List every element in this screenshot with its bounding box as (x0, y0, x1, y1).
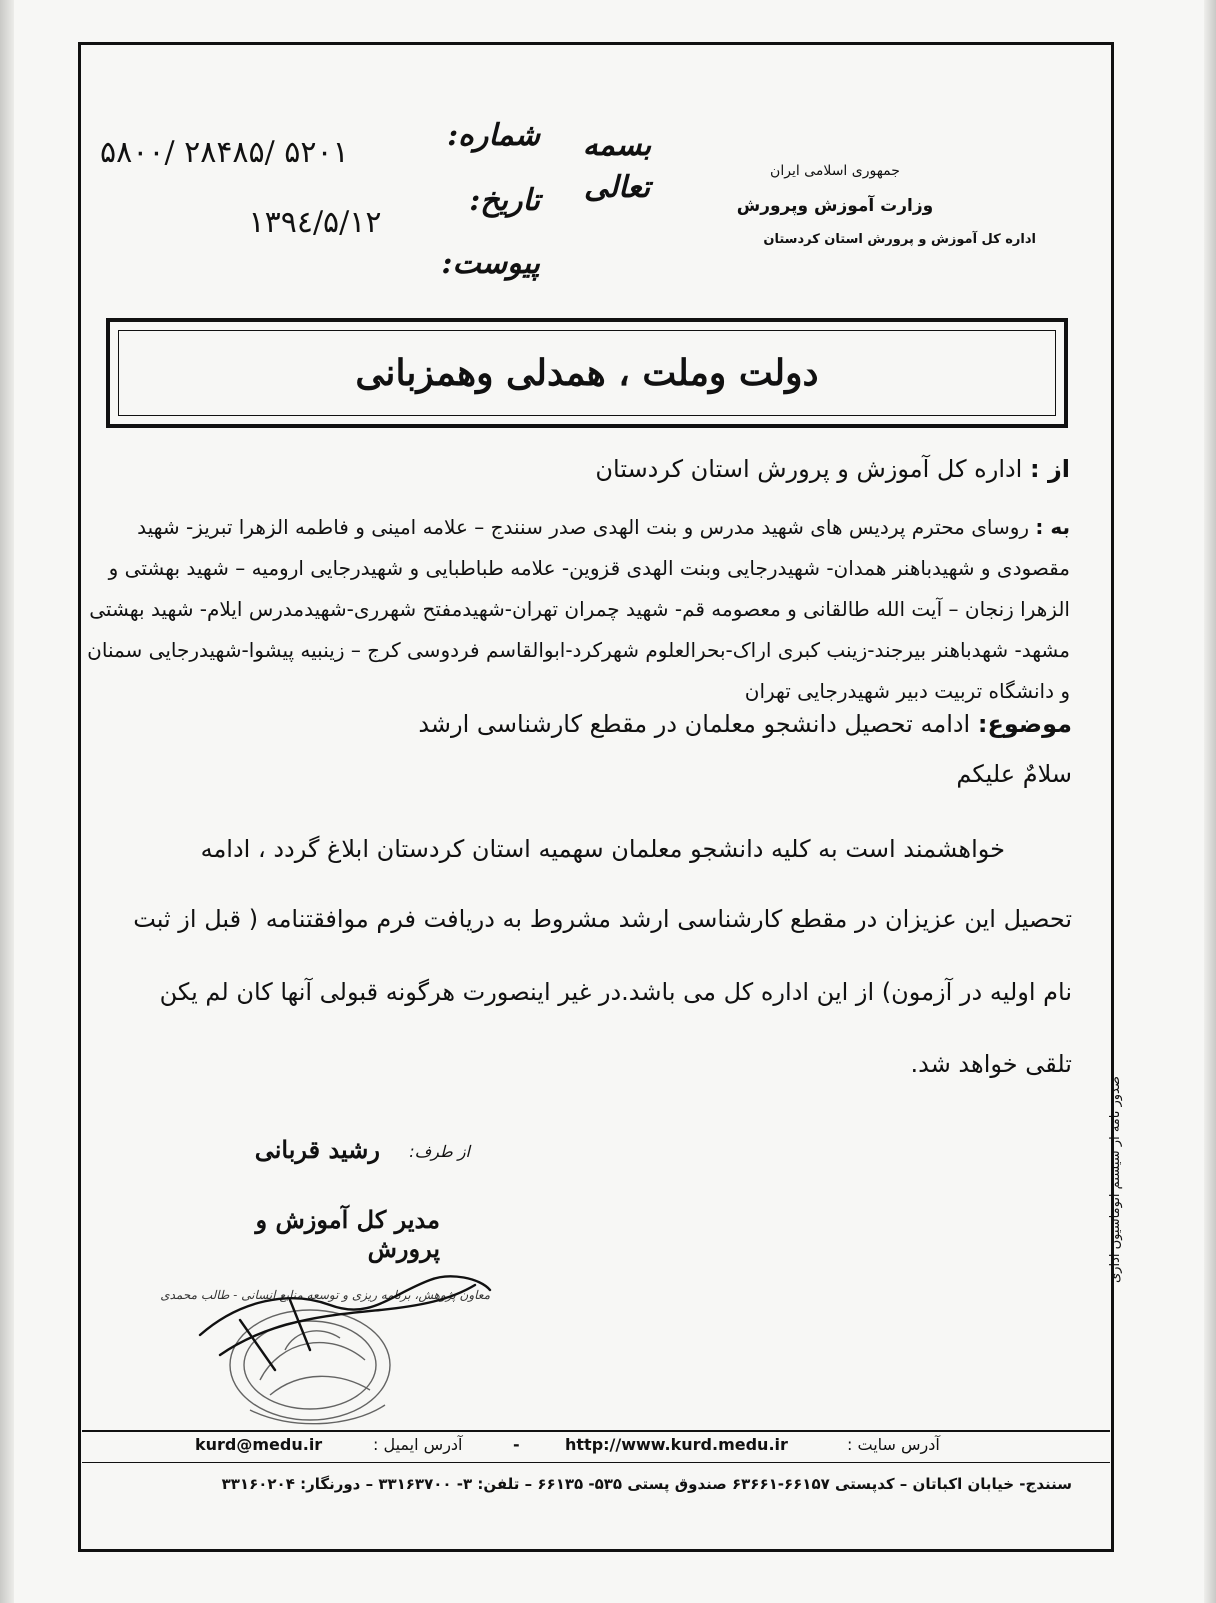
to-line-3: الزهرا زنجان – آیت الله طالقانی و معصومه قم- شهید چمران تهران-شهیدمفتح شهرری-شهیدمدرس ایلام- شهید بهشتی (89, 597, 1070, 621)
org-ministry: وزارت آموزش وپرورش (736, 196, 934, 216)
from-value: اداره کل آموزش و پرورش استان کردستان (595, 455, 1023, 483)
body-line-2: تحصیل این عزیزان در مقطع کارشناسی ارشد مشروط به دریافت فرم موافقتنامه ( قبل از ثبت (133, 905, 1072, 933)
to-line-2: مقصودی و شهیدباهنر همدان- شهیدرجایی وبنت الهدی قزوین- علامه طباطبایی و شهیدرجایی ارومیه – شهید بهشتی و (108, 556, 1070, 580)
seal-stamp (230, 1310, 390, 1424)
signatory-title: مدیر کل آموزش و پرورش (255, 1205, 440, 1263)
handwritten-note: معاون پژوهش، برنامه ریزی و توسعه منابع انسانی - طالب محمدی (160, 1288, 490, 1302)
on-behalf-label: از طرف: (409, 1142, 470, 1161)
letter-number-value: ۵۸۰۰/ ۲۸۴۸۵/ ۵۲۰۱ (100, 135, 349, 170)
footer-address: سنندج- خیابان اکباتان – کدپستی ۶۶۱۵۷-۶۳۶۶۱ صندوق پستی ۵۳۵- ۶۶۱۳۵ – تلفن: ۳- ۳۳۱۶۳۷۰۰ – دورنگار: ۳۳۱۶۰۲۰۴ (221, 1475, 1072, 1493)
to-line-4: مشهد- شهدباهنر بیرجند-زینب کبری اراک-بحرالعلوم شهرکرد-ابوالقاسم فردوسی کرج – زینبیه پیشوا-شهیدرجایی سمنان (87, 638, 1070, 662)
subject-label: موضوع: (977, 710, 1072, 738)
footer-rule-top (82, 1430, 1110, 1432)
signature-and-seal (180, 1260, 510, 1440)
body-line-1: خواهشمند است به کلیه دانشجو معلمان سهمیه استان کردستان ابلاغ گردد ، ادامه (200, 835, 1005, 863)
attachment-label: پیوست: (441, 246, 540, 281)
website-label: آدرس سایت : (847, 1435, 940, 1454)
signatory-name: رشید قربانی (254, 1135, 380, 1164)
letter-date-value: ۱۳۹٤/۵/۱۲ (248, 205, 382, 240)
invocation-calligraphy: بسمه تعالی (582, 128, 652, 205)
signature-scribble (200, 1276, 490, 1370)
to-label: به : (1035, 515, 1070, 539)
date-label: تاریخ: (469, 183, 540, 218)
body-line-4: تلقی خواهد شد. (910, 1050, 1072, 1078)
number-label: شماره: (447, 118, 540, 153)
subject-line (300, 710, 1072, 738)
slogan-inner-frame (118, 330, 1056, 416)
website-link[interactable]: http://www.kurd.medu.ir (565, 1435, 788, 1454)
to-line-5: و دانشگاه تربیت دبیر شهیدرجایی تهران (744, 679, 1070, 703)
footer-contact-row (195, 1435, 1075, 1461)
slogan-text: دولت وملت ، همدلی وهمزبانی (355, 352, 819, 394)
footer-separator: - (513, 1435, 520, 1454)
subject-value: ادامه تحصیل دانشجو معلمان در مقطع کارشناسی ارشد (418, 710, 971, 738)
body-line-3: نام اولیه در آزمون) از این اداره کل می باشد.در غیر اینصورت هرگونه قبولی آنها کان لم یکن (159, 978, 1072, 1006)
greeting: سلامٌ علیکم (956, 760, 1072, 788)
org-country: جمهوری اسلامی ایران (770, 163, 900, 179)
to-line-1 (130, 515, 1070, 539)
email-label: آدرس ایمیل : (373, 1435, 463, 1454)
org-department: اداره کل آموزش و پرورش استان کردستان (763, 232, 1036, 247)
footer-rule-mid (82, 1462, 1110, 1463)
to-text-line: روسای محترم پردیس های شهید مدرس و بنت الهدی صدر سنندج – علامه امینی و فاطمه الزهرا تبریز- شهید (137, 515, 1030, 539)
scan-edge-left (0, 0, 14, 1603)
scan-edge-right (1204, 0, 1216, 1603)
from-label: از : (1030, 455, 1070, 483)
slogan-box (106, 318, 1068, 428)
side-note-automation: صدور نامه از سیستم اتوماسیون اداری (1108, 1076, 1123, 1284)
from-line (560, 455, 1070, 483)
email-link[interactable]: kurd@medu.ir (195, 1435, 323, 1454)
